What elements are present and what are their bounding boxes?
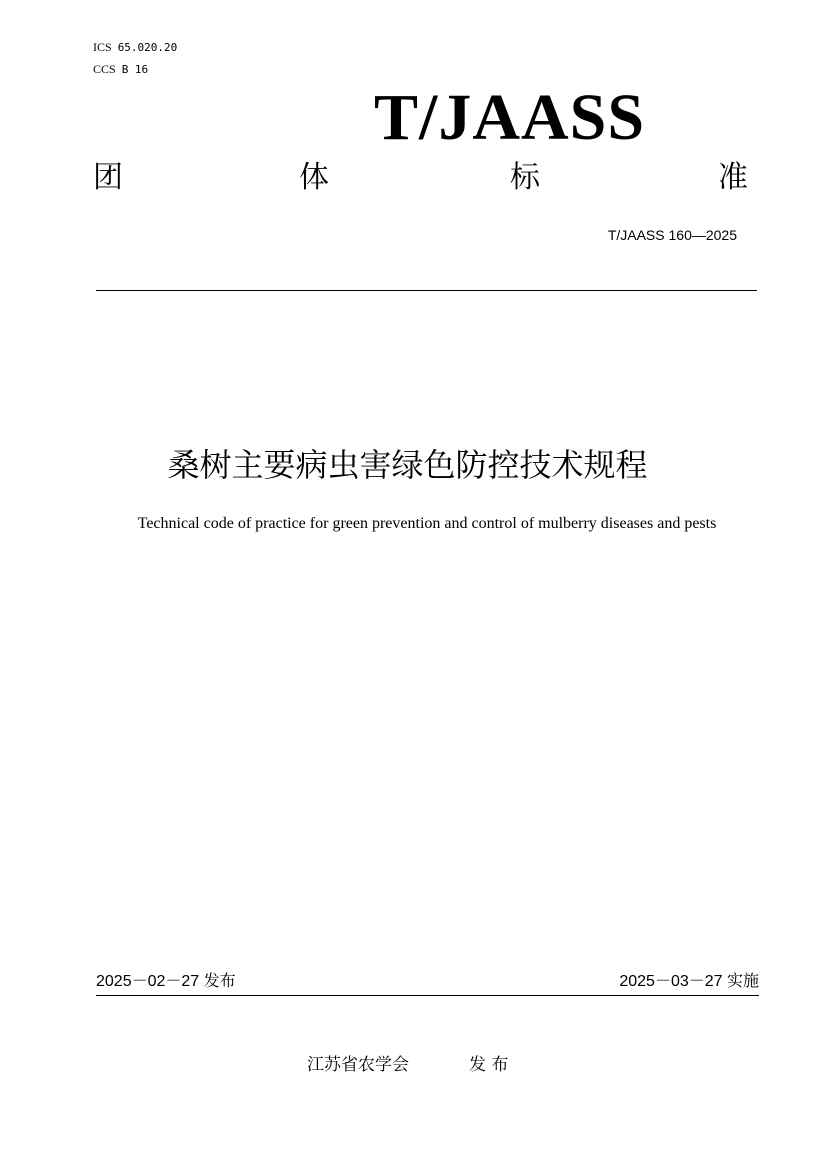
document-title-english: Technical code of practice for green prevention and control of mulberry diseases and pests	[137, 515, 717, 532]
publisher-line	[307, 1054, 508, 1076]
standard-logo: T/JAASS	[374, 81, 646, 154]
ccs-classification	[93, 62, 148, 77]
header-divider	[96, 290, 757, 291]
footer-divider	[96, 995, 759, 996]
standard-type-char: 准	[718, 160, 748, 195]
ics-classification	[93, 40, 177, 55]
ccs-code: B 16	[121, 63, 149, 76]
ccs-label: CCS	[93, 62, 116, 76]
standard-type-char: 体	[299, 160, 329, 195]
ics-label: ICS	[93, 40, 112, 54]
publisher-action: 发 布	[469, 1055, 509, 1075]
publish-date: 2025－02－27 发布	[96, 973, 236, 990]
ics-code: 65.020.20	[117, 41, 178, 54]
standard-type-char: 团	[93, 160, 123, 195]
effective-date: 2025－03－27 实施	[619, 973, 759, 990]
document-title-chinese: 桑树主要病虫害绿色防控技术规程	[167, 446, 648, 484]
publisher-name: 江苏省农学会	[307, 1055, 409, 1075]
standard-type-char: 标	[510, 160, 540, 195]
standard-number: T/JAASS 160—2025	[607, 227, 737, 243]
